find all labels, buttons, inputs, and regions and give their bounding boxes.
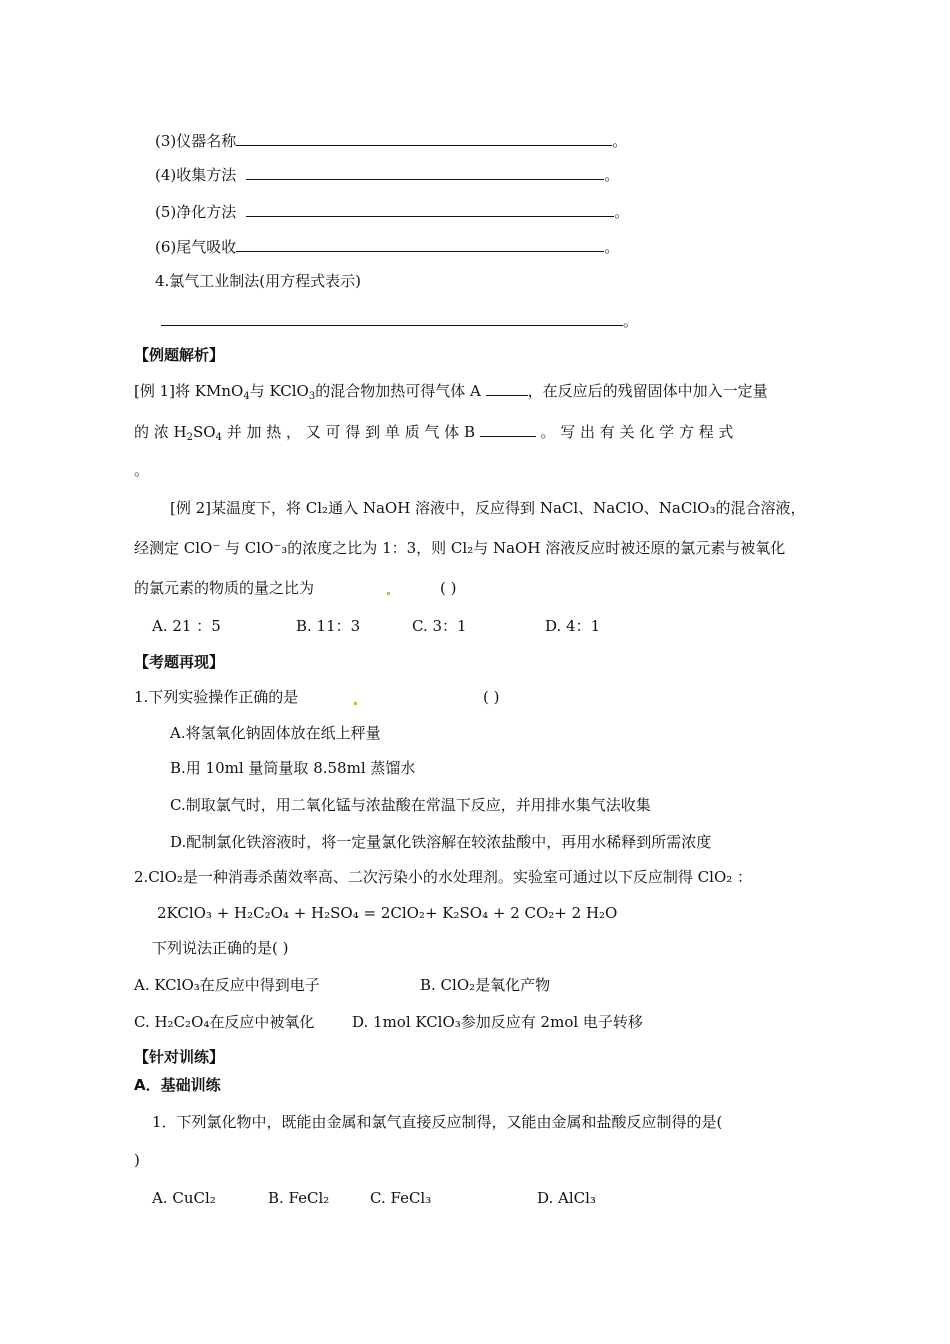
q1-option-d[interactable]: D.配制氯化铁溶液时，将一定量氯化铁溶解在较浓盐酸中，再用水稀释到所需浓度: [170, 833, 712, 851]
ex1-blank-a[interactable]: [486, 380, 528, 396]
item-4-end: 。: [604, 166, 620, 184]
item-6: [155, 236, 619, 257]
t1-option-c[interactable]: C. FeCl₃: [370, 1189, 432, 1207]
q1-option-a[interactable]: A.将氢氧化钠固体放在纸上秤量: [170, 724, 381, 742]
item-5: [155, 201, 629, 222]
item-6-label: (6)尾气吸收: [155, 238, 237, 256]
ex2-line1: [例 2]某温度下，将 Cl₂通入 NaOH 溶液中，反应得到 NaCl、NaClO、NaClO₃的混合溶液，: [170, 499, 806, 517]
ex1-text-2b: SO: [193, 423, 216, 441]
ex2-text-3: 的氯元素的物质的量之比为: [134, 579, 315, 597]
q2-equation: 2KClO₃ + H₂C₂O₄ + H₂SO₄ = 2ClO₂+ K₂SO₄ + 2 CO₂+ 2 H₂O: [157, 904, 618, 922]
q2-stem: 2.ClO₂是一种消毒杀菌效率高、二次污染小的水处理剂。实验室可通过以下反应制得 ClO₂ ：: [134, 868, 753, 886]
basic-header: A．基础训练: [134, 1076, 221, 1094]
item-4b: [155, 271, 361, 291]
blank-4b[interactable]: [161, 310, 623, 326]
ex1-text-b: 与 KClO: [249, 382, 309, 400]
item-5-end: 。: [614, 203, 630, 221]
ex1-sub-3: 3: [308, 391, 316, 402]
ink-dot: [387, 592, 390, 595]
item-4: [155, 164, 619, 185]
ex1-text-a: [例 1]将 KMnO: [134, 382, 244, 400]
q1-option-c[interactable]: C.制取氯气时，用二氧化锰与浓盐酸在常温下反应，并用排水集气法收集: [170, 796, 651, 814]
item-3: [155, 130, 627, 151]
ex1-sub-4b: 4: [215, 432, 222, 443]
blank-5[interactable]: [246, 201, 614, 217]
q1-stem: 1.下列实验操作正确的是: [134, 688, 299, 706]
ink-dot: [354, 702, 357, 705]
training-header: 【针对训练】: [134, 1048, 225, 1066]
ex1-text-2a: 的 浓 H: [134, 423, 187, 441]
blank-6[interactable]: [236, 236, 604, 252]
item-4b-label: 4.氯气工业制法(用方程式表示): [155, 272, 362, 290]
q2-option-a[interactable]: A. KClO₃在反应中得到电子: [134, 976, 320, 994]
ex1-blank-b[interactable]: [480, 421, 536, 437]
ex1-text-d: ，在反应后的残留固体中加入一定量: [527, 382, 768, 400]
ex1-line2: [134, 421, 733, 448]
q1-paren[interactable]: ( ): [483, 688, 500, 706]
ex1-line1: [134, 380, 768, 407]
ex1-sub-4: 4: [243, 391, 250, 402]
q2-option-d[interactable]: D. 1mol KClO₃参加反应有 2mol 电子转移: [352, 1013, 643, 1031]
q1-option-b[interactable]: B.用 10ml 量筒量取 8.58ml 蒸馏水: [170, 759, 416, 777]
blank-3[interactable]: [236, 130, 612, 146]
ex1-text-2d: 。 写 出 有 关 化 学 方 程 式: [535, 423, 734, 441]
item-6-end: 。: [604, 238, 620, 256]
t1-stem: 1．下列氯化物中，既能由金属和氯气直接反应制得，又能由金属和盐酸反应制得的是(: [152, 1113, 723, 1131]
ex2-option-d[interactable]: D. 4：1: [545, 617, 601, 635]
ex2-option-b[interactable]: B. 11：3: [296, 617, 361, 635]
ex2-option-c[interactable]: C. 3：1: [412, 617, 467, 635]
t1-option-a[interactable]: A. CuCl₂: [152, 1189, 216, 1207]
ex1-sub-2: 2: [186, 432, 193, 443]
q2-option-c[interactable]: C. H₂C₂O₄在反应中被氧化: [134, 1013, 315, 1031]
ex2-paren[interactable]: ( ): [440, 579, 457, 597]
item-4b-end: 。: [623, 312, 639, 330]
item-3-label: (3)仪器名称: [155, 132, 237, 150]
ex2-option-a[interactable]: A. 21 ：5: [152, 617, 221, 635]
exam-header: 【考题再现】: [134, 653, 225, 671]
ex2-line3: [134, 578, 314, 598]
item-5-label: (5)净化方法: [155, 203, 237, 221]
blank-4[interactable]: [246, 164, 604, 180]
q2-option-b[interactable]: B. ClO₂是氧化产物: [420, 976, 551, 994]
ex1-text-2c: 并 加 热 ， 又 可 得 到 单 质 气 体 B: [221, 423, 480, 441]
ex2-line2: 经测定 ClO⁻ 与 ClO⁻₃的浓度之比为 1：3，则 Cl₂与 NaOH 溶液反应时被还原的氯元素与被氧化: [134, 539, 786, 557]
ex1-text-c: 的混合物加热可得气体 A: [315, 382, 486, 400]
q2-prompt: 下列说法正确的是( ): [152, 939, 289, 957]
item-4b-blank-line: [161, 310, 638, 331]
ex1-line3: 。: [134, 461, 150, 479]
item-3-end: 。: [612, 132, 628, 150]
example-header: 【例题解析】: [134, 346, 225, 364]
item-4-label: (4)收集方法: [155, 166, 237, 184]
t1-option-d[interactable]: D. AlCl₃: [537, 1189, 596, 1207]
t1-close: ): [134, 1151, 140, 1169]
t1-option-b[interactable]: B. FeCl₂: [268, 1189, 330, 1207]
